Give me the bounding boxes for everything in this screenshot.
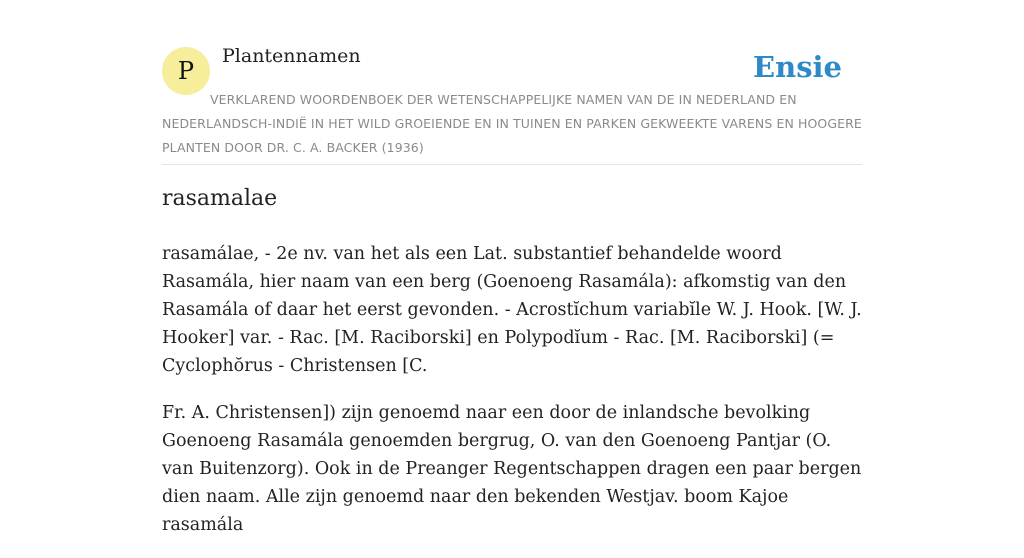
ensie-logo-link[interactable]: Ensie xyxy=(753,50,842,84)
site-header xyxy=(162,0,862,165)
entry-paragraph: Fr. A. Christensen]) zijn genoemd naar een door de inlandsche bevolking Goenoeng Rasamála genoemden bergrug, O. van den Goenoeng Pantjar (O. van Buitenzorg). Ook in de Preanger Regentschappen dragen een paar bergen dien naam. Alle zijn genoemd naar den bekenden Westjav. boom Kajoe rasamála xyxy=(162,403,862,535)
source-description: VERKLAREND WOORDENBOEK DER WETENSCHAPPELIJKE NAMEN VAN DE IN NEDERLAND EN NEDERLANDSCH-INDIË IN HET WILD GROEIENDE EN IN TUINEN EN PARKEN GEKWEEKTE VARENS EN HOOGERE PLANTEN DOOR DR. C. A. BACKER (1936) xyxy=(162,92,862,155)
source-title-link[interactable]: Plantennamen xyxy=(222,45,361,67)
entry-paragraph: rasamálae, - 2e nv. van het als een Lat. substantief behandelde woord Rasamála, hier naam van een berg (Goenoeng Rasamála): afkomstig van den Rasamála of daar het eerst gevonden. - Acrostĭchum variabĭle W. J. Hook. [W. J. Hooker] var. - Rac. [M. Raciborski] en Polypodĭum - Rac. [M. Raciborski] (= Cyclophŏrus - Christensen [C. xyxy=(162,244,862,376)
entry-content xyxy=(162,240,862,558)
source-logo-letter: P xyxy=(177,57,195,85)
entry-title: rasamalae xyxy=(162,186,278,211)
